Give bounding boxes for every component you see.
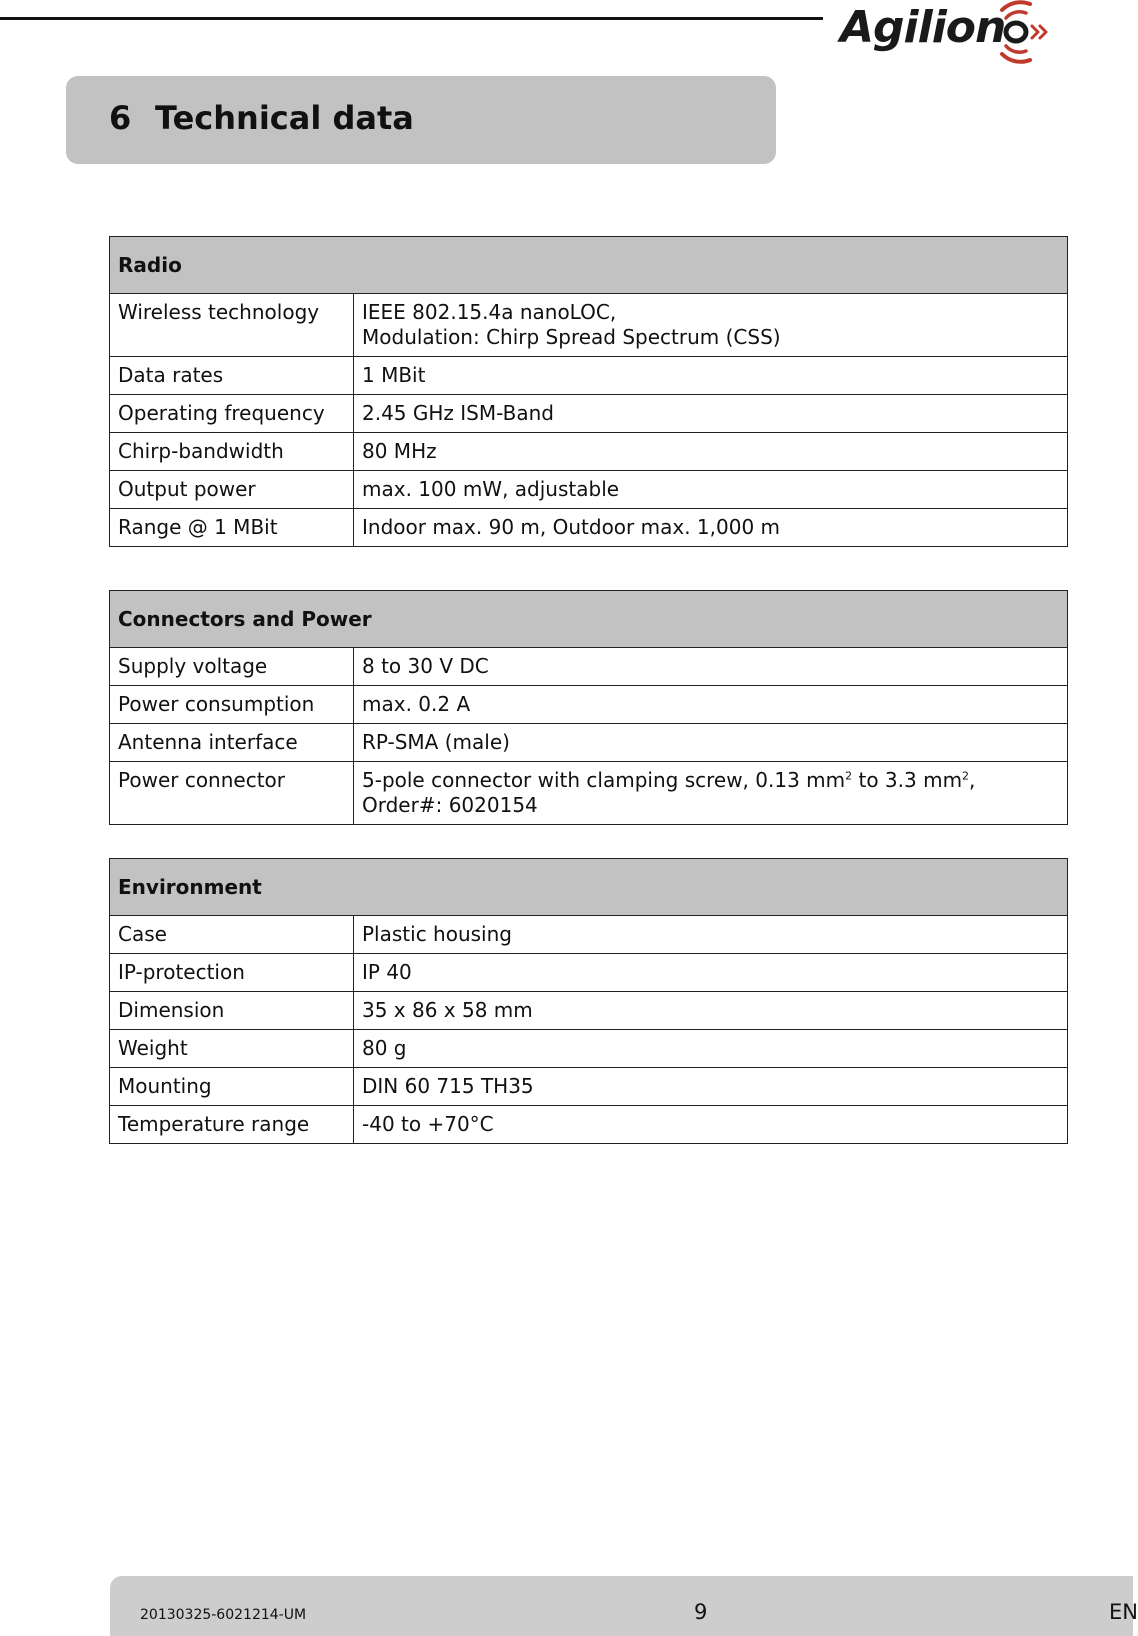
spec-value: 8 to 30 V DC	[354, 648, 1068, 686]
superscript: 2	[962, 769, 970, 783]
spec-value: 2.45 GHz ISM-Band	[354, 395, 1068, 433]
table-header-row	[110, 591, 1068, 648]
page-number: 9	[694, 1600, 708, 1624]
table-header: Connectors and Power	[110, 591, 1068, 648]
section-title: Technical data	[155, 99, 414, 137]
table-header-row	[110, 859, 1068, 916]
spec-label: Temperature range	[110, 1106, 354, 1144]
table-row	[110, 1106, 1068, 1144]
spec-value: IP 40	[354, 954, 1068, 992]
signal-waves-icon	[990, 0, 1060, 64]
spec-value: Indoor max. 90 m, Outdoor max. 1,000 m	[354, 509, 1068, 547]
spec-label: Wireless technology	[110, 294, 354, 357]
document-id: 20130325-6021214-UM	[140, 1607, 307, 1623]
spec-value-line: IEEE 802.15.4a nanoLOC,	[362, 300, 617, 324]
spec-label: Supply voltage	[110, 648, 354, 686]
spec-value: 35 x 86 x 58 mm	[354, 992, 1068, 1030]
spec-value: RP-SMA (male)	[354, 724, 1068, 762]
language-code: EN	[1109, 1600, 1138, 1624]
table-row	[110, 992, 1068, 1030]
table-row	[110, 433, 1068, 471]
table-row	[110, 294, 1068, 357]
table-row	[110, 471, 1068, 509]
spec-label: Case	[110, 916, 354, 954]
spec-value: max. 100 mW, adjustable	[354, 471, 1068, 509]
spec-label: Operating frequency	[110, 395, 354, 433]
spec-value-line: Modulation: Chirp Spread Spectrum (CSS)	[362, 325, 781, 349]
spec-label: Power connector	[110, 762, 354, 825]
table-row	[110, 395, 1068, 433]
spec-value: DIN 60 715 TH35	[354, 1068, 1068, 1106]
page-footer	[110, 1576, 1138, 1636]
table-row	[110, 1030, 1068, 1068]
table-header-row	[110, 237, 1068, 294]
spec-value-line: Order#: 6020154	[362, 793, 538, 817]
section-number: 6	[109, 99, 132, 137]
brand-logo-text: Agilion	[840, 2, 1006, 53]
superscript: 2	[845, 769, 853, 783]
spec-value	[354, 294, 1068, 357]
connectors-power-spec-table	[109, 590, 1068, 825]
spec-value: 80 MHz	[354, 433, 1068, 471]
table-row	[110, 357, 1068, 395]
header-rule	[0, 17, 823, 20]
spec-value: 80 g	[354, 1030, 1068, 1068]
table-row	[110, 954, 1068, 992]
spec-value-text: 5-pole connector with clamping screw, 0.13 mm	[362, 768, 846, 792]
radio-spec-table	[109, 236, 1068, 547]
spec-value-text: to 3.3 mm	[852, 768, 963, 792]
spec-value: 1 MBit	[354, 357, 1068, 395]
table-header: Environment	[110, 859, 1068, 916]
spec-value: max. 0.2 A	[354, 686, 1068, 724]
brand-logo	[840, 0, 1070, 64]
spec-label: Dimension	[110, 992, 354, 1030]
spec-value: -40 to +70°C	[354, 1106, 1068, 1144]
table-header: Radio	[110, 237, 1068, 294]
spec-value-text: ,	[969, 768, 976, 792]
spec-value	[354, 762, 1068, 825]
spec-label: Data rates	[110, 357, 354, 395]
spec-label: Chirp-bandwidth	[110, 433, 354, 471]
spec-value: Plastic housing	[354, 916, 1068, 954]
spec-label: Range @ 1 MBit	[110, 509, 354, 547]
environment-spec-table	[109, 858, 1068, 1144]
spec-label: Weight	[110, 1030, 354, 1068]
spec-value-line	[362, 768, 1059, 793]
table-row	[110, 1068, 1068, 1106]
table-row	[110, 648, 1068, 686]
table-row	[110, 916, 1068, 954]
spec-label: Mounting	[110, 1068, 354, 1106]
spec-label: Power consumption	[110, 686, 354, 724]
table-row	[110, 509, 1068, 547]
table-row	[110, 724, 1068, 762]
table-row	[110, 686, 1068, 724]
spec-label: IP-protection	[110, 954, 354, 992]
spec-label: Output power	[110, 471, 354, 509]
section-heading	[66, 76, 776, 164]
spec-label: Antenna interface	[110, 724, 354, 762]
table-row	[110, 762, 1068, 825]
